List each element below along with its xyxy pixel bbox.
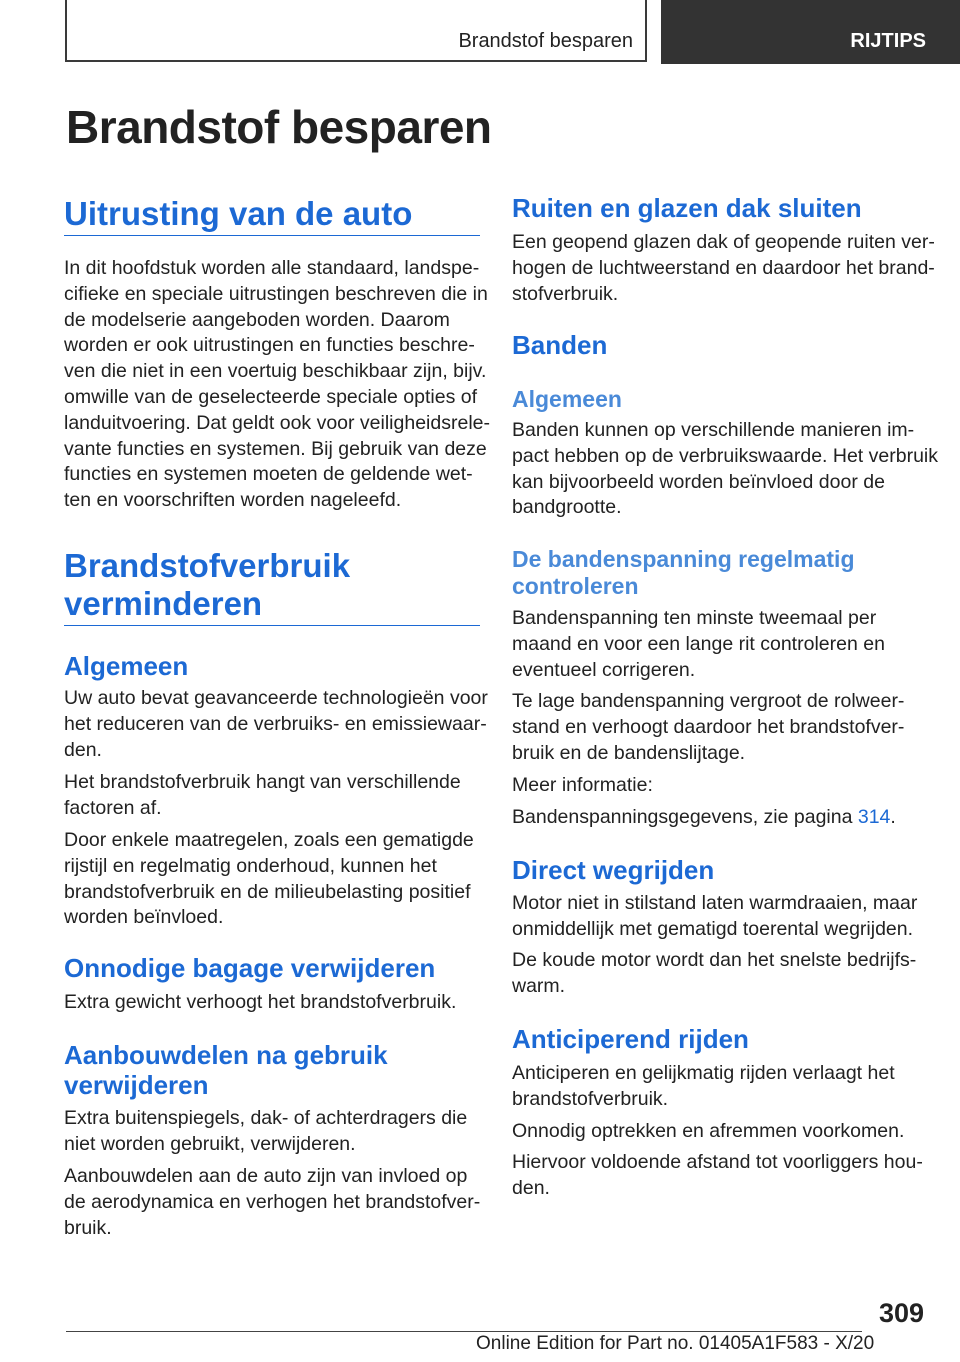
- text-line: brandstofverbruik.: [512, 1087, 669, 1110]
- heading-banden-algemeen: Algemeen: [512, 386, 622, 412]
- text-line: kan bijvoorbeeld worden beïnvloed door de: [512, 470, 885, 493]
- header-section-title: Brandstof besparen: [458, 30, 633, 52]
- paragraph-ruiten: [512, 230, 935, 307]
- text-line: ten en voorschriften worden nageleefd.: [64, 489, 402, 512]
- text-line: Banden kunnen op verschillende manieren im-: [512, 419, 915, 441]
- header-chapter-tab: [661, 0, 960, 64]
- text-line: worden er ook uitrustingen en functies beschre-: [64, 334, 475, 357]
- text-line: cifieke en speciale uitrustingen beschreven die in: [64, 282, 488, 305]
- paragraph-aanbouw-1: [64, 1106, 467, 1158]
- heading-bandenspanning-line1: De bandenspanning regelmatig: [512, 546, 855, 572]
- text-line: brandstofverbruik en de milieubelasting positief: [64, 880, 471, 903]
- text-line: niet worden gebruikt, verwijderen.: [64, 1132, 356, 1155]
- text-line: De koude motor wordt dan het snelste bedrijfs-: [512, 949, 917, 971]
- text-line: bruik.: [64, 1216, 112, 1239]
- page-title: Brandstof besparen: [66, 101, 492, 153]
- paragraph-anticiperend-1: [512, 1061, 895, 1113]
- text-line: ven die niet in een voertuig beschikbaar zijn, bijv.: [64, 360, 487, 383]
- text-line: het reduceren van de verbruiks- en emissiewaar-: [64, 712, 487, 735]
- text-line: omwille van de geselecteerde speciale opties of: [64, 385, 477, 408]
- text-line: bruik en de bandenslijtage.: [512, 741, 746, 764]
- text-line: den.: [512, 1176, 550, 1199]
- text-line: Te lage bandenspanning vergroot de rolweer-: [512, 690, 905, 712]
- heading-algemeen: Algemeen: [64, 651, 189, 681]
- header-section-tab: [65, 0, 647, 62]
- heading-aanbouw-line1: Aanbouwdelen na gebruik: [64, 1040, 388, 1070]
- paragraph-direct-2: [512, 948, 916, 1000]
- text-line: pact hebben op de verbruikswaarde. Het verbruik: [512, 444, 938, 467]
- text-line: stand en verhoogt daardoor het brandstofver-: [512, 715, 905, 738]
- heading-verbruik-line2: verminderen: [64, 585, 263, 622]
- reference-text: Bandenspanningsgegevens, zie pagina: [512, 806, 858, 828]
- text-line: vante functies en systemen. Bij gebruik van deze: [64, 437, 487, 460]
- paragraph-direct-1: [512, 891, 917, 943]
- footer-edition: Online Edition for Part no. 01405A1F583 - X/20: [476, 1333, 875, 1354]
- footer-divider: [66, 1331, 862, 1332]
- text-line: Hiervoor voldoende afstand tot voorliggers hou-: [512, 1151, 923, 1173]
- heading-verbruik-line1: Brandstofverbruik: [64, 547, 351, 584]
- paragraph-banden-algemeen: [512, 418, 938, 521]
- text-line: Anticiperen en gelijkmatig rijden verlaagt het: [512, 1062, 895, 1084]
- text-line: Extra buitenspiegels, dak- of achterdragers die: [64, 1107, 468, 1129]
- paragraph-algemeen-2: [64, 770, 461, 822]
- text-line: Een geopend glazen dak of geopende ruiten ver-: [512, 231, 935, 253]
- heading-ruiten: Ruiten en glazen dak sluiten: [512, 193, 862, 223]
- text-line: Bandenspanning ten minste tweemaal per: [512, 607, 877, 629]
- paragraph-meer-informatie: Meer informatie:: [512, 774, 653, 796]
- text-line: de modelserie aangeboden worden. Daarom: [64, 308, 450, 331]
- text-line: Het brandstofverbruik hangt van verschillende: [64, 771, 461, 793]
- heading-rule: [64, 625, 480, 626]
- heading-direct-wegrijden: Direct wegrijden: [512, 855, 715, 885]
- text-line: Aanbouwdelen aan de auto zijn van invloed op: [64, 1165, 468, 1187]
- paragraph-anticiperend-2: Onnodig optrekken en afremmen voorkomen.: [512, 1120, 905, 1142]
- reference-period: .: [890, 806, 896, 828]
- paragraph-aanbouw-2: [64, 1164, 480, 1241]
- text-line: warm.: [512, 974, 566, 997]
- text-line: de aerodynamica en verhogen het brandstofver-: [64, 1190, 481, 1213]
- text-line: Door enkele maatregelen, zoals een gematigde: [64, 829, 474, 851]
- page-link-314[interactable]: 314: [857, 806, 891, 828]
- paragraph-algemeen-3: [64, 828, 474, 931]
- heading-rule: [64, 235, 480, 236]
- paragraph-reference: [512, 805, 896, 831]
- text-line: stofverbruik.: [512, 282, 619, 305]
- heading-anticiperend: Anticiperend rijden: [512, 1024, 749, 1054]
- text-line: hogen de luchtweerstand en daardoor het brand-: [512, 256, 935, 279]
- paragraph-uitrusting: [64, 256, 490, 514]
- text-line: functies en systemen moeten de geldende wet-: [64, 463, 473, 486]
- text-line: Motor niet in stilstand laten warmdraaien, maar: [512, 892, 918, 914]
- text-line: onmiddellijk met gematigd toerental wegrijden.: [512, 917, 914, 940]
- paragraph-bandenspanning-1: [512, 606, 885, 683]
- text-line: worden beïnvloed.: [64, 906, 224, 929]
- heading-banden: Banden: [512, 330, 608, 360]
- text-line: rijstijl en regelmatig onderhoud, kunnen het: [64, 854, 437, 877]
- text-line: landuitvoering. Dat geldt ook voor veiligheidsrele-: [64, 411, 490, 434]
- paragraph-anticiperend-3: [512, 1150, 923, 1202]
- heading-uitrusting: Uitrusting van de auto: [64, 195, 413, 232]
- text-line: eventueel corrigeren.: [512, 658, 696, 681]
- paragraph-algemeen-1: [64, 686, 488, 763]
- text-line: den.: [64, 738, 102, 761]
- text-line: factoren af.: [64, 796, 162, 819]
- paragraph-bagage: Extra gewicht verhoogt het brandstofverbruik.: [64, 991, 457, 1013]
- text-line: maand en voor een lange rit controleren en: [512, 632, 885, 655]
- heading-bandenspanning-line2: controleren: [512, 573, 639, 599]
- heading-aanbouw-line2: verwijderen: [64, 1070, 209, 1100]
- header-chapter-title: RIJTIPS: [850, 30, 926, 52]
- page-number: 309: [878, 1298, 924, 1328]
- paragraph-bandenspanning-2: [512, 689, 904, 766]
- text-line: Uw auto bevat geavanceerde technologieën voor: [64, 687, 488, 709]
- heading-bagage: Onnodige bagage verwijderen: [64, 953, 436, 983]
- text-line: In dit hoofdstuk worden alle standaard, landspe-: [64, 257, 480, 279]
- text-line: bandgrootte.: [512, 496, 622, 519]
